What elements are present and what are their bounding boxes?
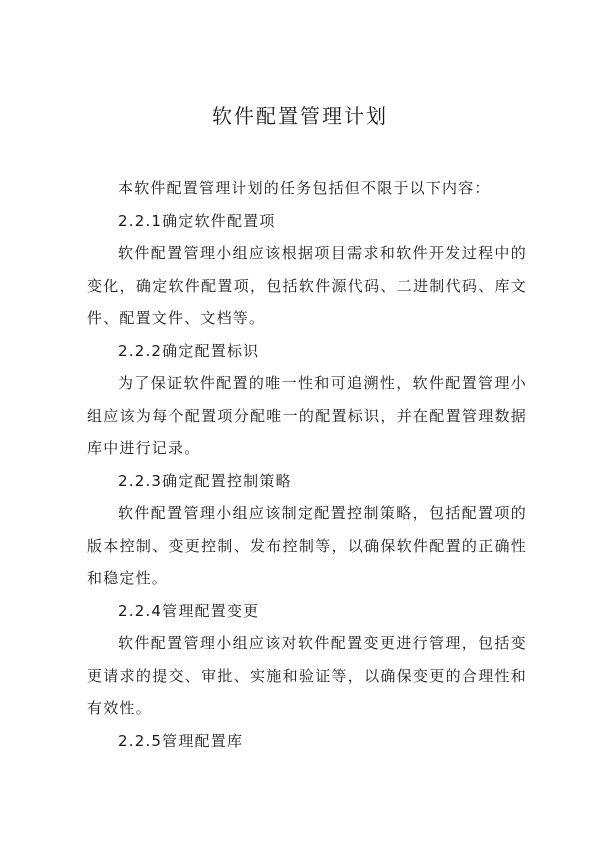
intro-paragraph: 本软件配置管理计划的任务包括但不限于以下内容： [118,179,491,197]
section-paragraph: 软件配置管理小组应该根据项目需求和软件开发过程中的变化，确定软件配置项，包括软件源代码、二进制代码、库文件、配置文件、文档等。 [87,244,527,327]
section-heading: 2.2.1确定软件配置项 [118,211,276,230]
document-title: 软件配置管理计划 [212,104,388,128]
section-paragraph: 软件配置管理小组应该对软件配置变更进行管理，包括变更请求的提交、审批、实施和验证等，以确保变更的合理性和有效性。 [87,634,527,717]
document-body [87,172,527,757]
section-paragraph: 为了保证软件配置的唯一性和可追溯性，软件配置管理小组应该为每个配置项分配唯一的配置标识，并在配置管理数据库中进行记录。 [87,374,527,457]
section-heading: 2.2.5管理配置库 [118,731,244,750]
section-heading: 2.2.3确定配置控制策略 [118,471,292,490]
section-heading: 2.2.4管理配置变更 [118,601,260,620]
section-paragraph: 软件配置管理小组应该制定配置控制策略，包括配置项的版本控制、变更控制、发布控制等，以确保软件配置的正确性和稳定性。 [87,504,527,587]
section-heading: 2.2.2确定配置标识 [118,341,260,360]
